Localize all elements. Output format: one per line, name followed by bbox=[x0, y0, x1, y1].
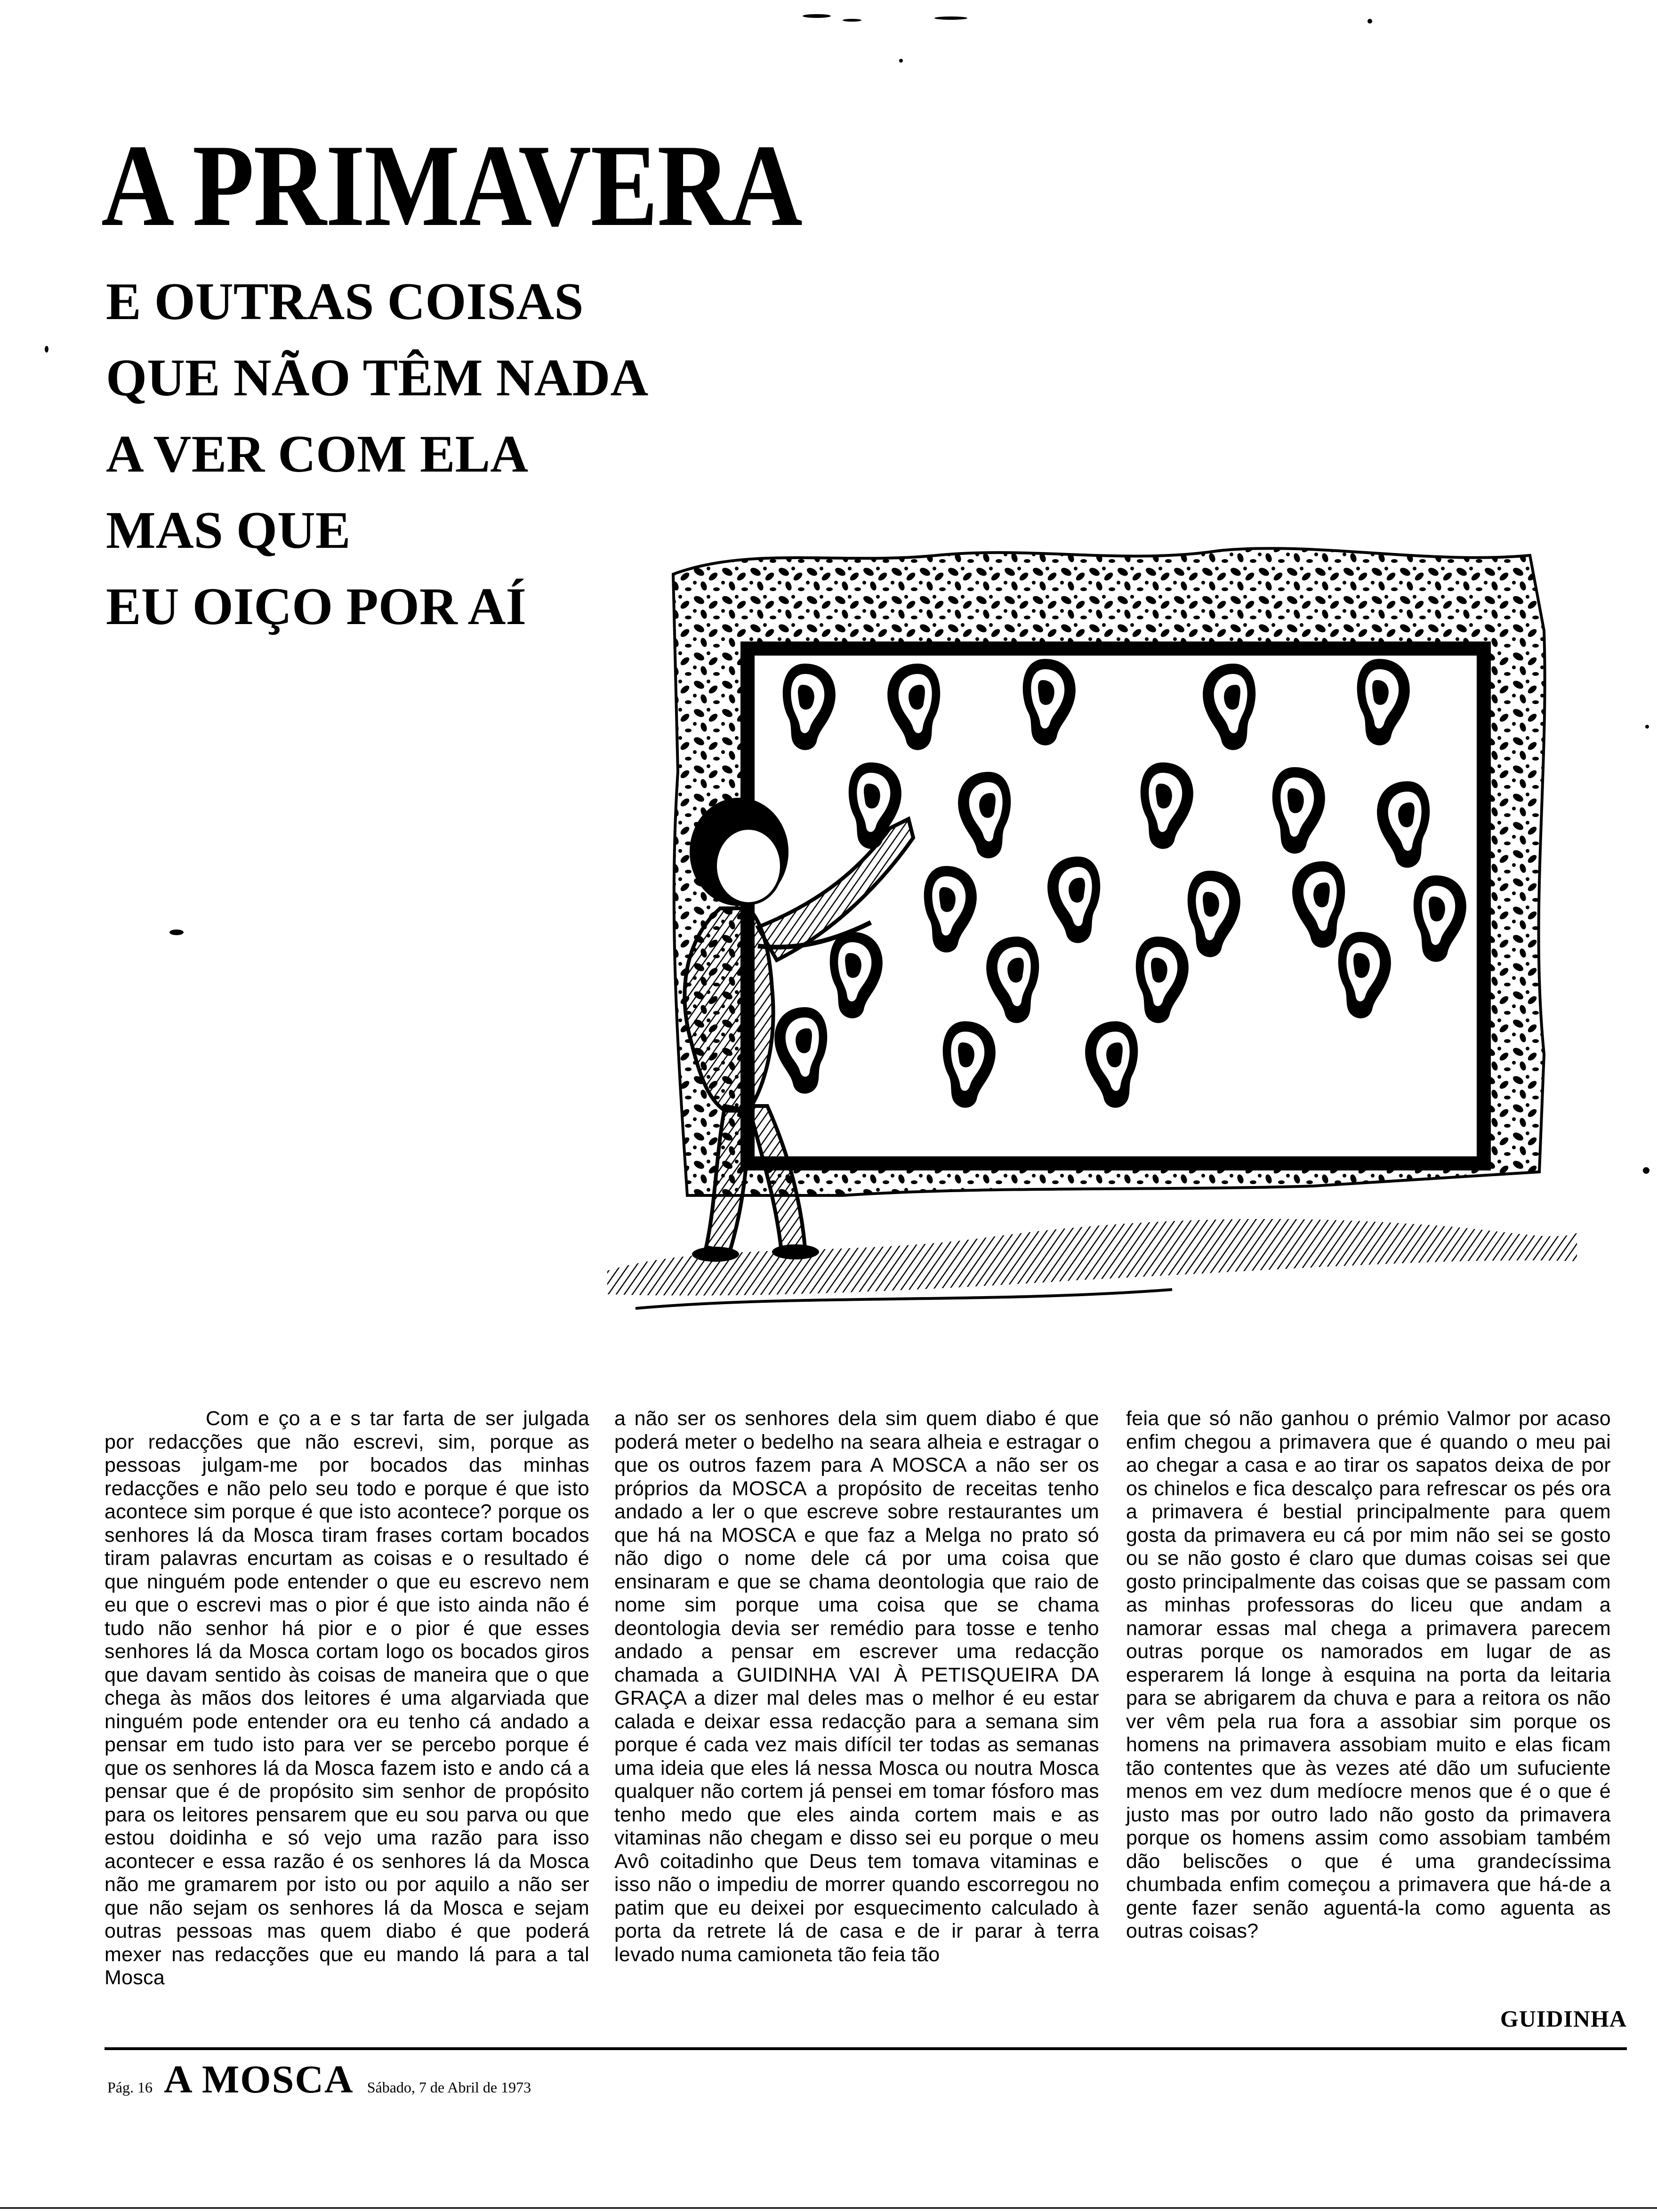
article-column-2: a não ser os senhores dela sim quem diabo é que poderá meter o bedelho na seara alheia e estragar o que os outros fazem para A MOSCA a não ser os próprios da MOSCA a propósito de receitas tenho andado a ler o que escreve sobre restaurantes um que há na MOSCA e que faz a Melga no prato só não digo o nome dele cá por uma coisa que ensinaram e que se chama deontologia que raio de nome sim porque uma coisa que se chama deontologia devia ser remédio para tosse e tenho andado a pensar em escrever uma redacção chamada a GUIDINHA VAI À PETISQUEIRA DA GRAÇA a dizer mal deles mas o melhor é eu estar calada e deixar essa redacção para a semana sim porque é cada vez mais difícil ter todas as semanas uma ideia que eles lá nessa Mosca ou noutra Mosca qualquer não cortem já pensei em tomar fósforo mas tenho medo que eles ainda cortem mais e as vitaminas não chegam e disso sei eu porque o meu Avô coitadinho que Deus tem tomava vitaminas e isso não o impediu de morrer quando escorregou no patim que eu deixei por esquecimento calculado à porta da retrete lá de casa e de ir parar à terra levado numa camioneta tão feia tão bbox=[614, 1407, 1099, 1966]
article-body bbox=[105, 1407, 1627, 2032]
cherub-ears-illustration bbox=[607, 537, 1577, 1337]
author-signature: GUIDINHA bbox=[1500, 2005, 1627, 2032]
ground bbox=[607, 1219, 1577, 1308]
subheadline-line: QUE NÃO TÊM NADA bbox=[106, 349, 649, 407]
page-footer bbox=[107, 2057, 531, 2104]
issue-date: Sábado, 7 de Abril de 1973 bbox=[367, 2079, 531, 2096]
subheadline bbox=[106, 264, 648, 645]
article-column-1: Com e ço a e s tar farta de ser julgada por redacções que não escrevi, sim, porque as pessoas julgam-me por bocados das minhas redacções e não pelo seu todo e porque é que isto acontece sim porque é que isto acontece? porque os senhores lá da Mosca tiram frases cortam bocados tiram palavras encurtam as coisas e o resultado é que ninguém pode entender o que eu escrevo nem eu que o escrevi mas o pior é que isto ainda não é tudo não senhor há pior e o pior é que esses senhores lá da Mosca cortam logo os bocados giros que davam sentido às coisas de maneira que o que chega às mãos dos leitores é uma algarviada que ninguém pode entender ora eu tenho cá andado a pensar em tudo isto para ver se percebo porque é que os senhores lá da Mosca fazem isto e ando cá a pensar que é de propósito sim senhor de propósito para os leitores pensarem que eu sou parva ou que estou doidinha e só vejo uma razão para isso acontecer e essa razão é os senhores lá da Mosca não me gramarem por isto ou por aquilo a não ser que não sejam os senhores lá da Mosca e sejam outras pessoas mas quem diabo é que poderá mexer nas redacções que eu mando lá para a tal Mosca bbox=[105, 1407, 589, 1989]
page-bottom-edge bbox=[0, 2207, 1657, 2209]
subheadline-line: E OUTRAS COISAS bbox=[106, 272, 584, 331]
footer-rule bbox=[105, 2047, 1627, 2050]
subheadline-line: EU OIÇO POR AÍ bbox=[106, 577, 526, 636]
masthead: A MOSCA bbox=[164, 2058, 354, 2101]
subheadline-line: A VER COM ELA bbox=[106, 425, 529, 483]
page-number: Pág. 16 bbox=[107, 2079, 153, 2096]
headline: A PRIMAVERA bbox=[101, 120, 802, 251]
article-column-3: feia que só não ganhou o prémio Valmor por acaso enfim chegou a primavera que é quando o meu pai ao chegar a casa e ao tirar os sapatos deixa de por os chinelos e fica descalço para refrescar os pés ora a primavera é bestial principalmente para quem gosta da primavera eu cá por mim não sei se gosto ou se não gosto é claro que dumas coisas sei que gosto principalmente das coisas que se passam com as minhas professoras do liceu que andam a namorar essas mal chega a primavera parecem outras porque os namorados em lugar de as esperarem lá longe à esquina na porta da leitaria para se abrigarem da chuva e para a reitora os não ver vêm pela rua fora a assobiar sim porque os homens na primavera assobiam muito e elas ficam tão contentes que às vezes até dão um sufuciente menos em vez dum medíocre menos que é o que é justo mas por outro lado não gosto da primavera porque os homens assim como assobiam também dão beliscões o que é uma grandecíssima chumbada enfim começou a primavera que há-de a gente fazer senão aguentá-la como aguenta as outras coisas? bbox=[1126, 1407, 1611, 1942]
subheadline-line: MAS QUE bbox=[106, 501, 351, 560]
